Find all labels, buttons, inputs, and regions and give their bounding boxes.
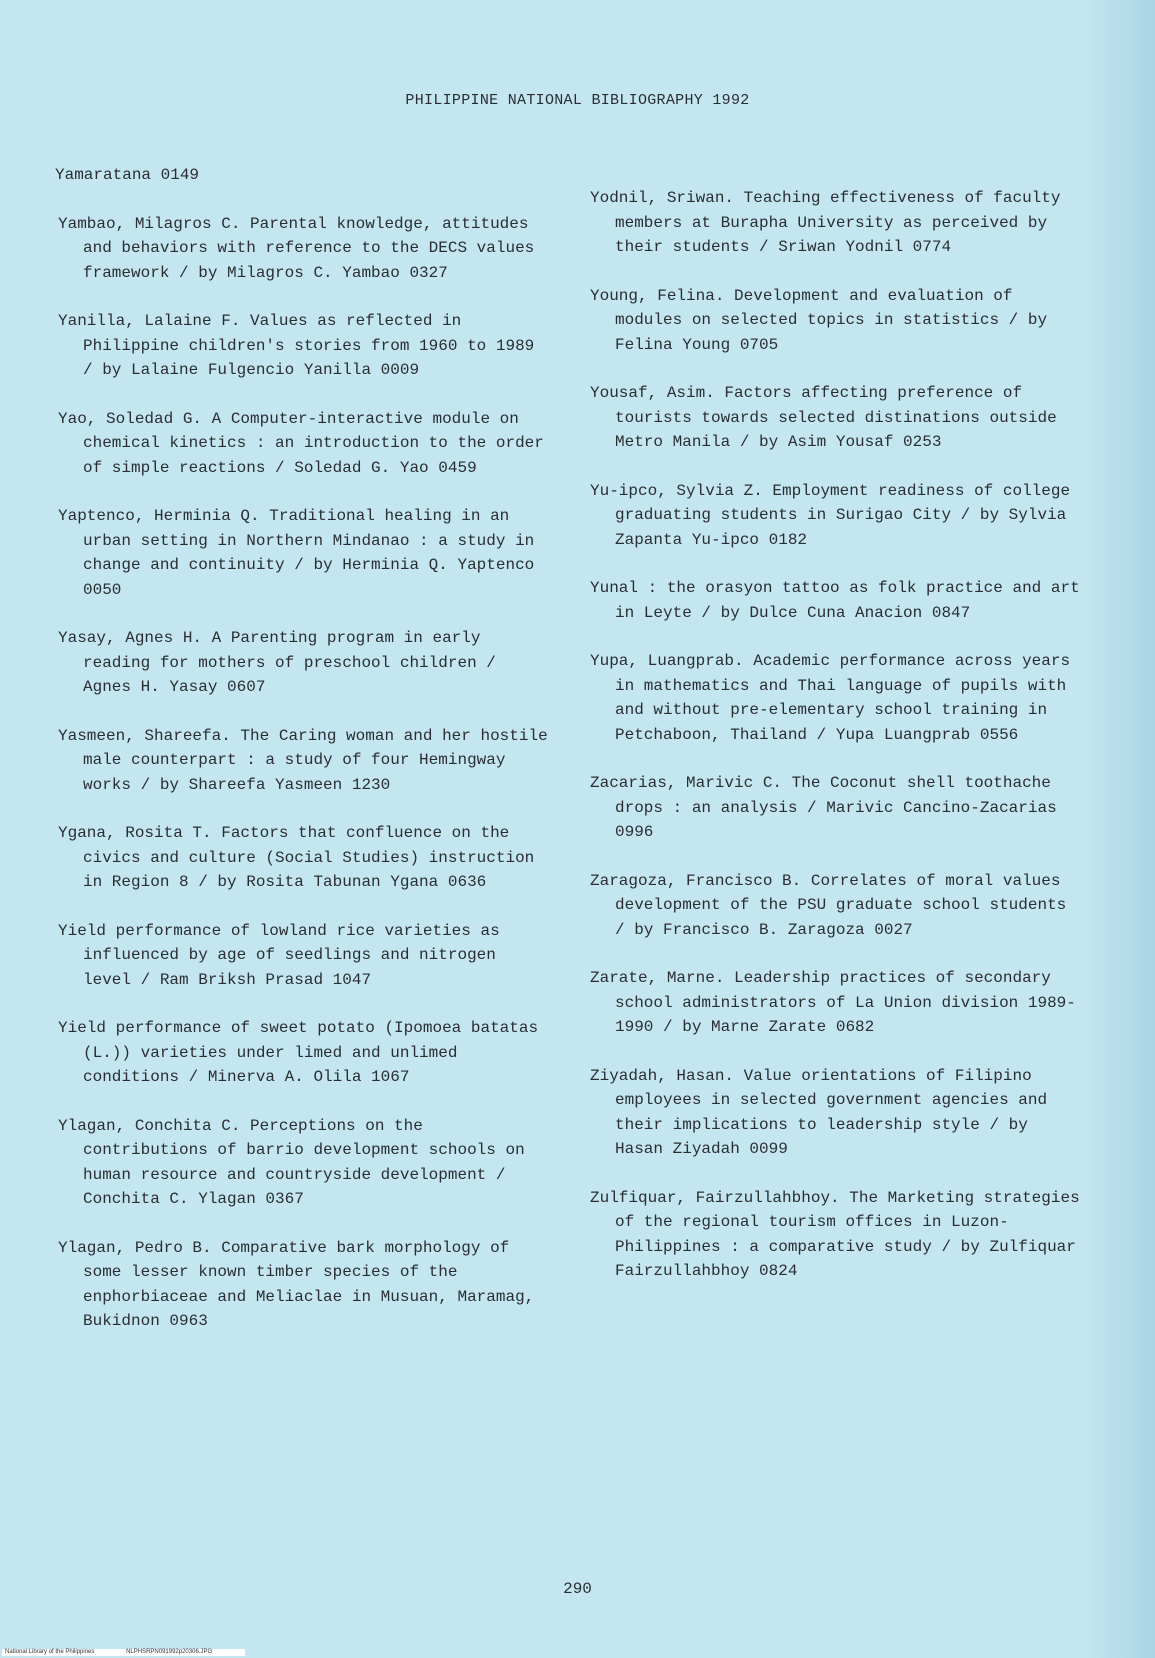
bib-entry: Yupa, Luangprab. Academic performance across years in mathematics and Thai language of pupils with and without pre-elementary school training in Petchaboon, Thailand / Yupa Luangprab 0556	[590, 652, 1071, 744]
bib-entry: Ylagan, Conchita C. Perceptions on the contributions of barrio development schools on human resource and countryside development / Conchita C. Ylagan 0367	[58, 1116, 525, 1208]
bib-entry: Yunal : the orasyon tattoo as folk practice and art in Leyte / by Dulce Cuna Anacion 0847	[590, 579, 1080, 622]
bib-entry: Ylagan, Pedro B. Comparative bark morphology of some lesser known timber species of the enphorbiaceae and Meliaclae in Musuan, Maramag, Bukidnon 0963	[58, 1238, 535, 1330]
bib-entry: Yambao, Milagros C. Parental knowledge, attitudes and behaviors with reference to the DECS values framework / by Milagros C. Yambao 0327	[58, 214, 535, 282]
page-edge-shadow	[1085, 0, 1155, 1658]
bib-entry: Yasmeen, Shareefa. The Caring woman and her hostile male counterpart : a study of four Hemingway works / by Shareefa Yasmeen 1230	[58, 726, 548, 794]
bib-entry: Yanilla, Lalaine F. Values as reflected in Philippine children's stories from 1960 to 1989 / by Lalaine Fulgencio Yanilla 0009	[58, 312, 535, 379]
bib-entry: Zulfiquar, Fairzullahbhoy. The Marketing strategies of the regional tourism offices in Luzon-Philippines : a comparative study / by Zulfiquar Fairzullahbhoy 0824	[590, 1188, 1080, 1280]
bib-entry: Yousaf, Asim. Factors affecting preference of tourists towards selected distinations outside Metro Manila / by Asim Yousaf 0253	[590, 384, 1057, 451]
bib-entry: Yamaratana 0149	[55, 166, 200, 184]
bib-entry: Yaptenco, Herminia Q. Traditional healing in an urban setting in Northern Mindanao : a study in change and continuity / by Herminia Q. Yaptenco 0050	[58, 507, 535, 599]
left-column	[55, 163, 553, 1358]
bib-entry: Ziyadah, Hasan. Value orientations of Filipino employees in selected government agencies and their implications to leadership style / by Hasan Ziyadah 0099	[590, 1066, 1048, 1158]
bib-entry: Yasay, Agnes H. A Parenting program in early reading for mothers of preschool children / Agnes H. Yasay 0607	[58, 629, 496, 696]
bib-entry: Zarate, Marne. Leadership practices of secondary school administrators of La Union division 1989-1990 / by Marne Zarate 0682	[590, 969, 1076, 1036]
bib-entry: Yao, Soledad G. A Computer-interactive module on chemical kinetics : an introduction to the order of simple reactions / Soledad G. Yao 0459	[58, 409, 544, 477]
bib-entry: Zaragoza, Francisco B. Correlates of moral values development of the PSU graduate school students / by Francisco B. Zaragoza 0027	[590, 871, 1067, 939]
bib-entry: Yodnil, Sriwan. Teaching effectiveness of faculty members at Burapha University as perceived by their students / Sriwan Yodnil 0774	[590, 189, 1061, 256]
bib-entry: Yield performance of lowland rice varieties as influenced by age of seedlings and nitrogen level / Ram Briksh Prasad 1047	[58, 921, 500, 989]
bib-entry: Zacarias, Marivic C. The Coconut shell toothache drops : an analysis / Marivic Cancino-Zacarias 0996	[590, 774, 1057, 841]
page-header: PHILIPPINE NATIONAL BIBLIOGRAPHY 1992	[405, 92, 750, 109]
footer-file-id: NLPHSRPN091992p20306.JPG	[126, 1649, 213, 1655]
footer-institution: National Library of the Philippines	[5, 1649, 95, 1655]
page-number: 290	[563, 1580, 592, 1598]
scan-footer	[2, 1649, 245, 1656]
bib-entry: Ygana, Rosita T. Factors that confluence on the civics and culture (Social Studies) instruction in Region 8 / by Rosita Tabunan Ygana 0636	[58, 824, 535, 891]
bib-entry: Young, Felina. Development and evaluation of modules on selected topics in statistics / by Felina Young 0705	[590, 286, 1048, 354]
bib-entry: Yu-ipco, Sylvia Z. Employment readiness of college graduating students in Surigao City / by Sylvia Zapanta Yu-ipco 0182	[590, 481, 1071, 549]
right-column	[590, 186, 1085, 1308]
bib-entry: Yield performance of sweet potato (Ipomoea batatas (L.)) varieties under limed and unlimed conditions / Minerva A. Olila 1067	[58, 1019, 539, 1086]
